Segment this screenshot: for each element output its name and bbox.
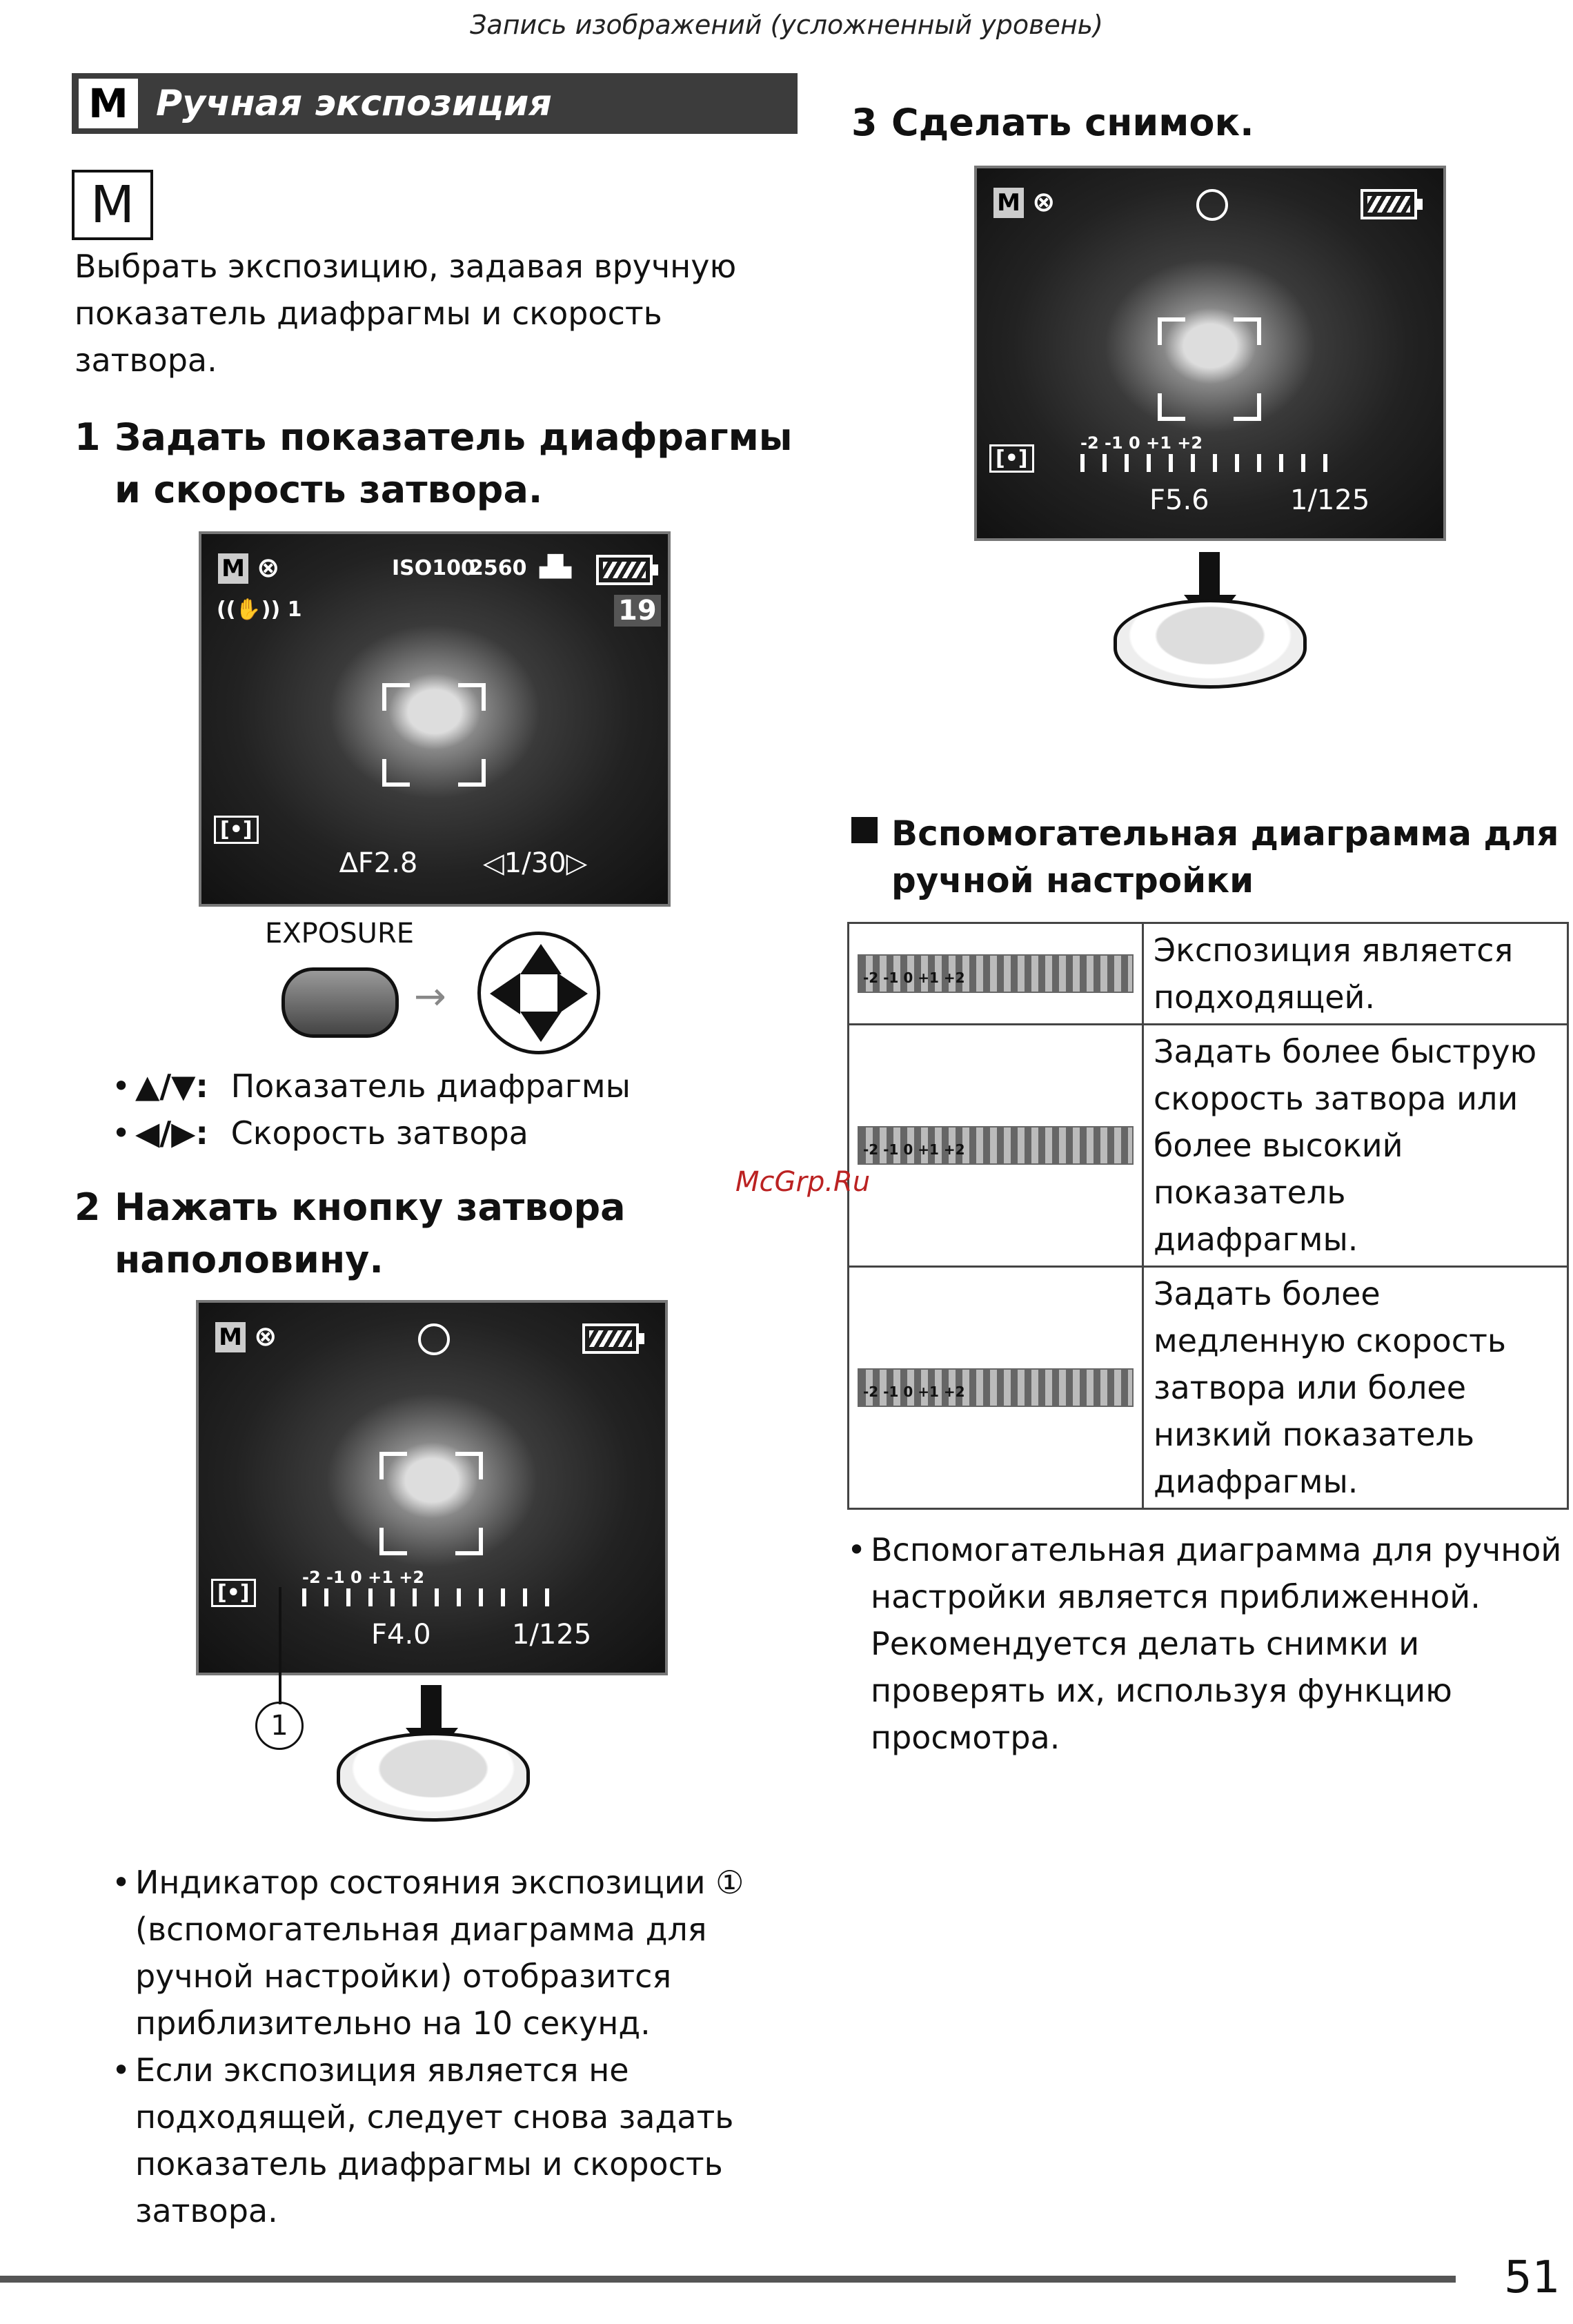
- flash-off-icon: ⊗: [254, 1321, 277, 1352]
- exposure-meter-scale: [302, 1568, 551, 1609]
- exposure-meter-scale: [1080, 433, 1329, 475]
- step2-title: Нажать кнопку затвора наполовину.: [115, 1185, 626, 1281]
- running-header: Запись изображений (усложненный уровень): [470, 10, 1103, 40]
- size-indicator: 2560: [469, 556, 527, 580]
- step2-heading: [75, 1181, 764, 1286]
- cursor-left-icon[interactable]: [490, 973, 520, 1014]
- aux-note: [847, 1526, 1569, 1761]
- shots-remaining: 19: [614, 595, 661, 627]
- focus-indicator-icon: [418, 1323, 450, 1355]
- scale-numbers: -2 -1 0 +1 +2: [302, 1568, 425, 1587]
- square-bullet-icon: [851, 817, 878, 843]
- step1-number: 1: [75, 415, 101, 459]
- section-title: Ручная экспозиция: [156, 83, 552, 124]
- keys-up-down: ▲/▼:: [135, 1067, 208, 1105]
- text-cell: Задать более медленную скорость затвора или более низкий показатель диафрагмы.: [1143, 1267, 1568, 1509]
- arrow-right-icon: →: [414, 974, 446, 1019]
- m-mode-icon: M: [218, 553, 248, 584]
- shutter-value: ◁1/30▷: [483, 847, 588, 879]
- exposure-button[interactable]: [281, 967, 399, 1038]
- step3-title: Сделать снимок.: [891, 101, 1254, 144]
- table-row: [849, 1025, 1568, 1267]
- bullet-text: Скорость затвора: [230, 1114, 528, 1152]
- aux-table: [847, 922, 1569, 1510]
- step1-lcd-screen: [199, 531, 671, 907]
- press-arrow-shaft: [421, 1685, 442, 1731]
- stabilizer-icon: ((✋)) 1: [217, 598, 302, 622]
- iso-indicator: ISO100: [392, 556, 475, 580]
- flash-off-icon: ⊗: [1032, 186, 1056, 218]
- focus-frame: [379, 1452, 483, 1555]
- step3-lcd-screen: [974, 166, 1446, 541]
- cursor-down-icon[interactable]: [520, 1012, 562, 1042]
- list-item: • Вспомогательная диаграмма для ручной настройки является приближенной. Рекомендуется делать снимки и проверять их, используя функцию просмотра.: [847, 1526, 1569, 1761]
- scale-ticks: [302, 1588, 551, 1606]
- mode-m-badge: M: [79, 79, 138, 128]
- aperture-value: ∆F2.8: [339, 847, 418, 879]
- list-item: • Индикатор состояния экспозиции ① (вспомогательная диаграмма для ручной настройки) отобразится приблизительно на 10 секунд.: [112, 1859, 795, 2047]
- shutter-value: 1/125: [512, 1619, 592, 1651]
- scale-cell: [849, 1267, 1143, 1509]
- cursor-right-icon[interactable]: [557, 973, 588, 1014]
- scale-cell: [849, 923, 1143, 1025]
- list-item: [112, 1063, 733, 1110]
- list-item: • Если экспозиция является не подходящей, следует снова задать показатель диафрагмы и скорость затвора.: [112, 2047, 795, 2234]
- shutter-button-icon: [337, 1732, 530, 1822]
- press-arrow-shaft: [1199, 552, 1220, 598]
- cursor-pad[interactable]: [477, 932, 600, 1054]
- flash-off-icon: ⊗: [257, 552, 280, 584]
- step2-bullets: [112, 1859, 795, 2234]
- watermark: McGrp.Ru: [735, 1166, 871, 1198]
- table-row: [849, 923, 1568, 1025]
- focus-frame: [382, 683, 486, 787]
- step1-heading: [75, 411, 806, 516]
- step3-number: 3: [851, 101, 878, 144]
- step3-heading: [851, 97, 1541, 149]
- spot-metering-icon: [•]: [989, 444, 1034, 473]
- battery-icon: [1361, 189, 1417, 219]
- page-number: 51: [1504, 2252, 1561, 2303]
- m-mode-icon: M: [993, 188, 1024, 218]
- section-intro: Выбрать экспозицию, задавая вручную показатель диафрагмы и скорость затвора.: [75, 248, 737, 379]
- m-mode-icon: M: [215, 1322, 246, 1352]
- text-cell: Задать более быструю скорость затвора или более высокий показатель диафрагмы.: [1143, 1025, 1568, 1267]
- shutter-button-icon: [1114, 599, 1307, 689]
- spot-metering-icon: [•]: [214, 816, 259, 844]
- battery-icon: [596, 555, 653, 585]
- mode-dial-m-icon: M: [72, 170, 153, 240]
- aperture-value: F4.0: [371, 1619, 431, 1651]
- cursor-up-icon[interactable]: [520, 944, 562, 974]
- step1-bullets: [112, 1063, 733, 1156]
- bullet-text: Показатель диафрагмы: [230, 1067, 631, 1105]
- keys-left-right: ◀/▶:: [135, 1114, 208, 1152]
- aperture-value: F5.6: [1149, 484, 1209, 516]
- shutter-value: 1/125: [1290, 484, 1370, 516]
- text-cell: Экспозиция является подходящей.: [1143, 923, 1568, 1025]
- scale-ticks: [1080, 454, 1329, 472]
- list-item: [112, 1110, 733, 1156]
- callout-1: 1: [255, 1702, 304, 1750]
- exposure-button-label: EXPOSURE: [265, 918, 415, 949]
- footer-bar: [0, 2276, 1456, 2283]
- section-title-bar: [72, 73, 798, 134]
- table-row: [849, 1267, 1568, 1509]
- callout-line: [279, 1587, 281, 1704]
- step2-lcd-screen: [196, 1300, 668, 1675]
- focus-indicator-icon: [1196, 189, 1228, 221]
- step2-number: 2: [75, 1185, 101, 1229]
- quality-icon: ▟▙: [540, 555, 572, 579]
- mini-scale-over: -2 -1 0 +1 +2: [858, 1126, 1134, 1165]
- spot-metering-icon: [•]: [211, 1579, 256, 1607]
- scale-numbers: -2 -1 0 +1 +2: [1080, 433, 1203, 453]
- aux-heading: [851, 810, 1569, 904]
- battery-icon: [582, 1323, 639, 1354]
- scale-cell: [849, 1025, 1143, 1267]
- mini-scale-under: -2 -1 0 +1 +2: [858, 1368, 1134, 1407]
- mini-scale-correct: -2 -1 0 +1 +2: [858, 954, 1134, 993]
- aux-title: Вспомогательная диаграмма для ручной настройки: [891, 814, 1559, 900]
- step1-title: Задать показатель диафрагмы и скорость затвора.: [115, 415, 793, 511]
- focus-frame: [1158, 317, 1261, 421]
